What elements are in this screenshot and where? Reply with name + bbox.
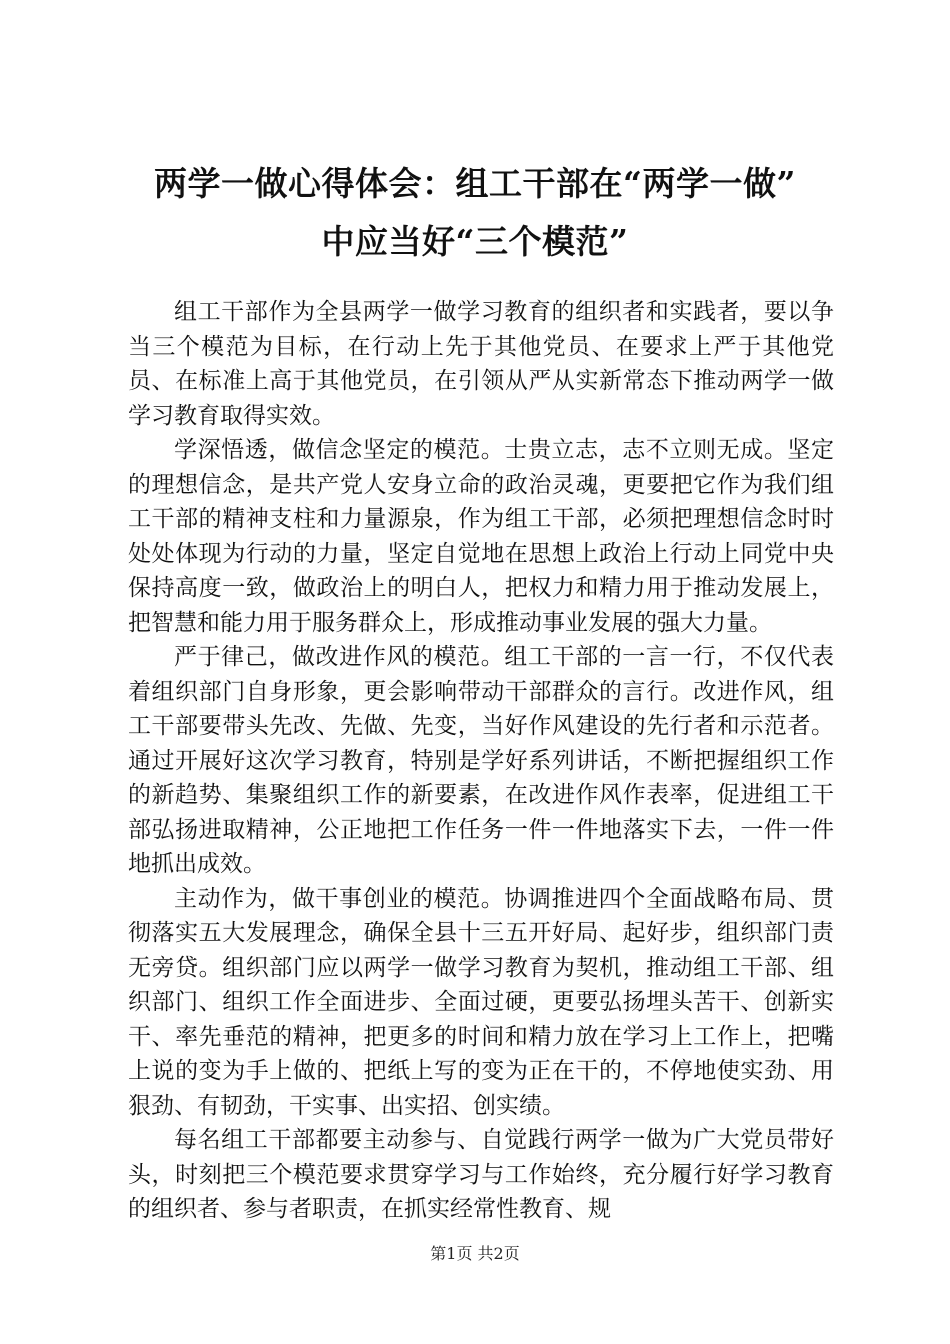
document-title-line-2: 中应当好“三个模范” bbox=[321, 222, 629, 261]
paragraph-4: 主动作为，做干事创业的模范。协调推进四个全面战略布局、贯彻落实五大发展理念，确保全县十三五开好局、起好步，组织部门责无旁贷。组织部门应以两学一做学习教育为契机，推动组工干部、组织部门、组织工作全面进步、全面过硬，更要弘扬埋头苦干、创新实干、率先垂范的精神，把更多的时间和精力放在学习上工作上，把嘴上说的变为手上做的、把纸上写的变为正在干的，不停地使实劲、用狠劲、有韧劲，干实事、出实招、创实绩。 bbox=[128, 885, 834, 1119]
paragraph-3: 严于律己，做改进作风的模范。组工干部的一言一行，不仅代表着组织部门自身形象，更会影响带动干部群众的言行。改进作风，组工干部要带头先改、先做、先变，当好作风建设的先行者和示范者。通过开展好这次学习教育，特别是学好系列讲话，不断把握组织工作的新趋势、集聚组织工作的新要素，在改进作风作表率，促进组工干部弘扬进取精神，公正地把工作任务一件一件地落实下去，一件一件地抓出成效。 bbox=[128, 644, 834, 877]
document-title-line-1: 两学一做心得体会：组工干部在“两学一做” bbox=[154, 164, 796, 203]
paragraph-2: 学深悟透，做信念坚定的模范。士贵立志，志不立则无成。坚定的理想信念，是共产党人安身立命的政治灵魂，更要把它作为我们组工干部的精神支柱和力量源泉，作为组工干部，必须把理想信念时时处处体现为行动的力量，坚定自觉地在思想上政治上行动上同党中央保持高度一致，做政治上的明白人，把权力和精力用于推动发展上，把智慧和能力用于服务群众上，形成推动事业发展的强大力量。 bbox=[128, 437, 834, 636]
document-body bbox=[128, 295, 834, 1227]
paragraph-5: 每名组工干部都要主动参与、自觉践行两学一做为广大党员带好头，时刻把三个模范要求贯穿学习与工作始终，充分履行好学习教育的组织者、参与者职责，在抓实经常性教育、规 bbox=[128, 1127, 834, 1222]
paragraph-1: 组工干部作为全县两学一做学习教育的组织者和实践者，要以争当三个模范为目标，在行动上先于其他党员、在要求上严于其他党员、在标准上高于其他党员，在引领从严从实新常态下推动两学一做学习教育取得实效。 bbox=[128, 299, 834, 429]
page-number-footer: 第1页 共2页 bbox=[430, 1244, 520, 1263]
